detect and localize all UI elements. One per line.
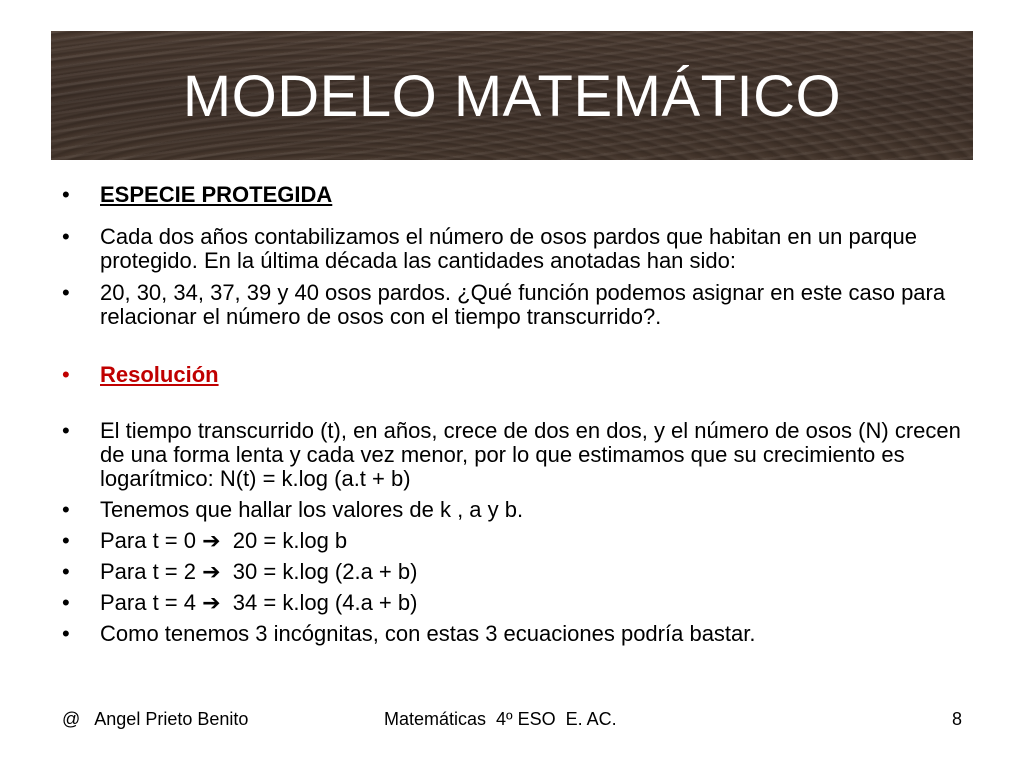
bullet-dot: • bbox=[62, 621, 70, 646]
footer-course: Matemáticas 4º ESO E. AC. bbox=[384, 709, 617, 729]
page-number: 8 bbox=[952, 709, 963, 729]
bullet-item bbox=[62, 498, 962, 522]
bullet-item bbox=[62, 419, 962, 491]
slide-title: MODELO MATEMÁTICO bbox=[182, 64, 842, 129]
footer-author: @ Angel Prieto Benito bbox=[62, 709, 249, 729]
title-banner bbox=[51, 31, 973, 160]
bullet-heading bbox=[62, 183, 962, 207]
bullet-text: El tiempo transcurrido (t), en años, crece de dos en dos, y el número de osos (N) crecen de una forma lenta y cada vez menor, por lo que estimamos que su crecimiento es logarítmico: N(t) = k.log (a.t + b) bbox=[100, 418, 961, 491]
bullet-heading bbox=[62, 363, 962, 387]
arrow-icon: ➔ bbox=[202, 590, 221, 615]
bullet-text: Como tenemos 3 incógnitas, con estas 3 ecuaciones podría bastar. bbox=[100, 621, 756, 646]
bullet-item bbox=[62, 529, 962, 553]
bullet-item bbox=[62, 225, 962, 273]
bullet-text: Cada dos años contabilizamos el número de osos pardos que habitan en un parque protegido. En la última década las cantidades anotadas han sido: bbox=[100, 224, 917, 273]
bullet-item bbox=[62, 281, 962, 329]
bullet-dot: • bbox=[62, 559, 70, 584]
arrow-icon: ➔ bbox=[202, 528, 221, 553]
arrow-icon: ➔ bbox=[202, 559, 221, 584]
bullet-dot: • bbox=[62, 362, 70, 387]
resolution-heading: Resolución bbox=[100, 362, 219, 387]
bullet-dot: • bbox=[62, 528, 70, 553]
bullet-dot: • bbox=[62, 224, 70, 249]
equation: 20 = k.log b bbox=[220, 528, 348, 553]
bullet-item bbox=[62, 591, 962, 615]
bullet-dot: • bbox=[62, 590, 70, 615]
bullet-list bbox=[62, 183, 962, 646]
section-heading: ESPECIE PROTEGIDA bbox=[100, 182, 333, 207]
bullet-item bbox=[62, 622, 962, 646]
equation-condition: Para t = 2 bbox=[100, 559, 203, 584]
equation-condition: Para t = 0 bbox=[100, 528, 203, 553]
bullet-text: Tenemos que hallar los valores de k , a y b. bbox=[100, 497, 524, 522]
equation: 30 = k.log (2.a + b) bbox=[220, 559, 418, 584]
equation: 34 = k.log (4.a + b) bbox=[220, 590, 418, 615]
bullet-dot: • bbox=[62, 182, 70, 207]
bullet-dot: • bbox=[62, 418, 70, 443]
bullet-text: 20, 30, 34, 37, 39 y 40 osos pardos. ¿Qué función podemos asignar en este caso para relacionar el número de osos con el tiempo transcurrido?. bbox=[100, 280, 946, 329]
equation-condition: Para t = 4 bbox=[100, 590, 203, 615]
bullet-dot: • bbox=[62, 280, 70, 305]
bullet-item bbox=[62, 560, 962, 584]
bullet-dot: • bbox=[62, 497, 70, 522]
